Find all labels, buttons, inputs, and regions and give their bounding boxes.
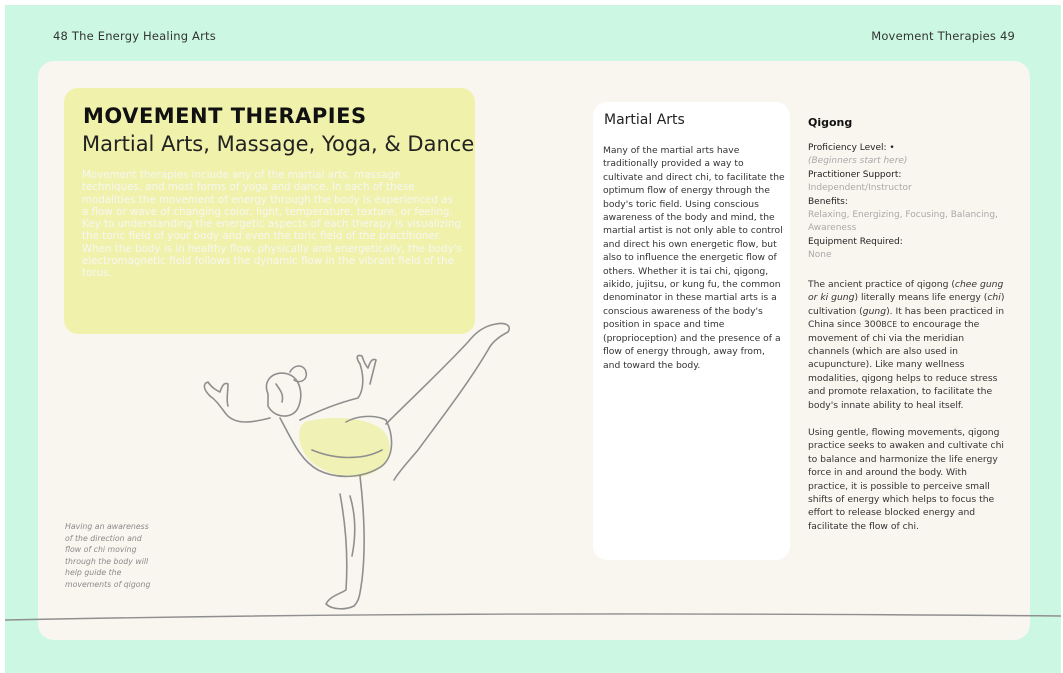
intro-paragraph: Movement therapies include any of the martial arts, massage techniques, and most forms of yoga and dance. In each of these modalities the movement of energy through the body is experienced as a flow or wave of changing color, light, temperature, texture, or feeling. Key to understanding the energetic aspects of each therapy is visualizing the toric field of your body and even the toric field of the practitioner. When the body is in healthy flow, physically and energetically, the body's electromagnetic field follows the dynamic flow in the vibrant field of the torus. — [82, 169, 462, 280]
running-header-left: 48 The Energy Healing Arts — [53, 29, 216, 43]
text-run: ) cultivation ( — [808, 292, 1005, 317]
text-run: The ancient practice of qigong ( — [808, 279, 955, 290]
chapter-title: MOVEMENT THERAPIES — [83, 104, 367, 128]
benefits-value: Relaxing, Energizing, Focusing, Balancing, Awareness — [808, 210, 998, 234]
small-caps-era: BCE — [881, 320, 898, 330]
italic-term: chee gung or ki gung — [808, 279, 1004, 304]
proficiency-value: (Beginners start here) — [808, 156, 908, 167]
text-run: ). It has been practiced in China since 300 — [808, 305, 1005, 331]
right-hand — [357, 355, 376, 384]
benefits-label: Benefits: — [808, 196, 848, 207]
italic-term: chi — [987, 292, 1001, 304]
text-run: to encourage the movement of chi via the meridian channels (which are also used in acupuncture). Like many wellness modalities, qigong helps to reduce stress and promote relaxation, to facilitate the body's innate ability to heal itself. — [808, 319, 998, 411]
head-outline — [266, 373, 300, 416]
support-value: Independent/Instructor — [808, 183, 912, 194]
kicking-leg — [386, 323, 509, 480]
running-header-right: Movement Therapies 49 — [871, 29, 1015, 43]
illustration-caption: Having an awareness of the direction and flow of chi moving through the body will help guide the movements of qigong — [65, 522, 151, 589]
martial-artist-illustration — [150, 310, 550, 610]
left-arm — [210, 396, 270, 422]
support-label: Practitioner Support: — [808, 169, 902, 180]
text-run: ) literally means life energy ( — [854, 292, 988, 304]
face-line — [276, 384, 283, 402]
pants-fold — [350, 496, 355, 556]
martial-arts-heading: Martial Arts — [604, 112, 685, 128]
qigong-paragraph-1 — [808, 278, 1006, 412]
equipment-value: None — [808, 250, 832, 261]
hair-bun — [290, 366, 306, 382]
right-arm — [300, 364, 363, 420]
qigong-paragraph-2: Using gentle, flowing movements, qigong practice seeks to awaken and cultivate chi to balance and harmonize the life energy force in and around the body. With practice, it is possible to perceive small shifts of energy which helps to focus the effort to release blocked energy and facilitate the flow of chi. — [808, 427, 1004, 532]
chapter-subtitle: Martial Arts, Massage, Yoga, & Dance — [82, 132, 475, 156]
italic-term: gung — [862, 305, 887, 317]
qigong-meta-list — [808, 142, 1008, 263]
energy-highlight — [299, 418, 390, 477]
qigong-heading: Qigong — [808, 116, 853, 129]
equipment-label: Equipment Required: — [808, 236, 903, 247]
martial-arts-paragraph: Many of the martial arts have traditionally provided a way to cultivate and direct chi, to facilitate the optimum flow of energy through the body's toric field. Using conscious awareness of the body and mind, the martial artist is not only able to control and direct his own energetic flow, but also to influence the energetic flow of others. Whether it is tai chi, qigong, aikido, jujitsu, or kung fu, the common denominator in these martial arts is a conscious awareness of the body's position in space and time (proprioception) and the presence of a flow of energy through, away from, and toward the body. — [603, 145, 785, 371]
standing-leg — [326, 476, 364, 609]
proficiency-label: Proficiency Level: • — [808, 143, 895, 153]
